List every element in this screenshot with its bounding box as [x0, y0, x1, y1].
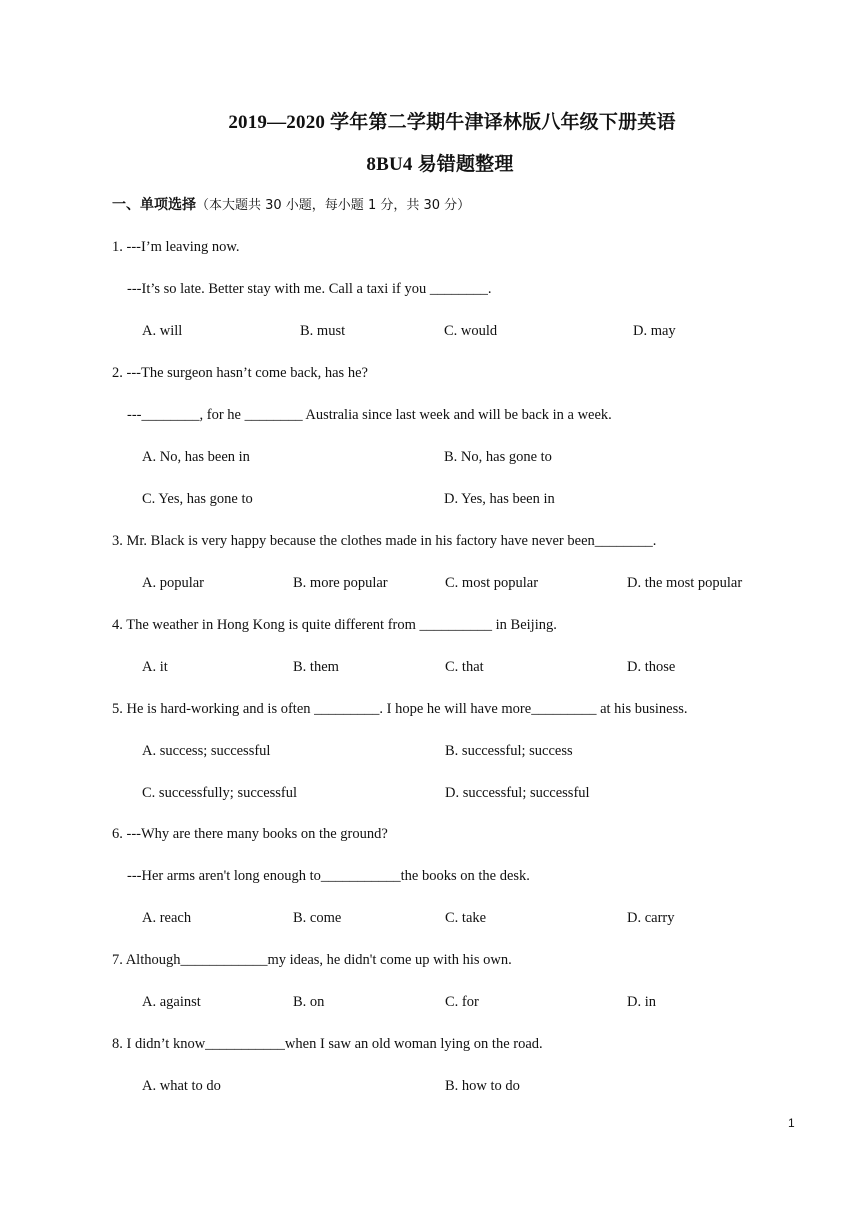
q7-option-a: A. against: [142, 994, 201, 1010]
q8-option-a: A. what to do: [142, 1078, 221, 1094]
q4-option-a: A. it: [142, 659, 168, 675]
question-2-stem: 2. ---The surgeon hasn’t come back, has he?: [112, 365, 368, 381]
section-label: 一、单项选择: [112, 197, 196, 213]
q3-option-b: B. more popular: [293, 575, 388, 591]
question-8-stem: 8. I didn’t know___________when I saw an old woman lying on the road.: [112, 1036, 543, 1052]
question-5-stem: 5. He is hard-working and is often _________. I hope he will have more_________ at his business.: [112, 701, 688, 717]
q4-option-c: C. that: [445, 659, 484, 675]
page-subtitle: 8BU4 易错题整理: [366, 154, 514, 175]
q2-option-b: B. No, has gone to: [444, 449, 552, 465]
q2-option-c: C. Yes, has gone to: [142, 491, 253, 507]
q5-option-c: C. successfully; successful: [142, 785, 298, 801]
page-title: 2019—2020 学年第二学期牛津译林版八年级下册英语: [228, 112, 676, 133]
q2-option-a: A. No, has been in: [142, 449, 250, 465]
q6-option-a: A. reach: [142, 910, 192, 926]
q1-option-c: C. would: [444, 323, 498, 339]
question-7-stem: 7. Although____________my ideas, he didn't come up with his own.: [112, 952, 512, 968]
page-number: 1: [788, 1116, 795, 1130]
q4-option-d: D. those: [627, 659, 676, 675]
section-heading: [112, 196, 470, 215]
q6-option-c: C. take: [445, 910, 487, 926]
q1-option-b: B. must: [300, 323, 346, 339]
q1-option-d: D. may: [633, 323, 676, 339]
q6-option-b: B. come: [293, 910, 342, 926]
q5-option-d: D. successful; successful: [445, 785, 590, 801]
question-1-stem: 1. ---I’m leaving now.: [112, 239, 240, 255]
q5-option-b: B. successful; success: [445, 743, 573, 759]
q6-option-d: D. carry: [627, 910, 675, 926]
question-2-line-2: ---________, for he ________ Australia since last week and will be back in a week.: [127, 407, 612, 423]
q7-option-c: C. for: [445, 994, 479, 1010]
q3-option-d: D. the most popular: [627, 575, 743, 591]
q3-option-a: A. popular: [142, 575, 205, 591]
question-1-line-2: ---It’s so late. Better stay with me. Call a taxi if you ________.: [127, 281, 492, 297]
question-6-stem: 6. ---Why are there many books on the ground?: [112, 826, 388, 842]
q5-option-a: A. success; successful: [142, 743, 271, 759]
q1-option-a: A. will: [142, 323, 183, 339]
question-4-stem: 4. The weather in Hong Kong is quite different from __________ in Beijing.: [112, 617, 557, 633]
q8-option-b: B. how to do: [445, 1078, 520, 1094]
question-3-stem: 3. Mr. Black is very happy because the clothes made in his factory have never been________.: [112, 533, 657, 549]
q7-option-b: B. on: [293, 994, 325, 1010]
q4-option-b: B. them: [293, 659, 339, 675]
q2-option-d: D. Yes, has been in: [444, 491, 555, 507]
q7-option-d: D. in: [627, 994, 656, 1010]
question-6-line-2: ---Her arms aren't long enough to___________the books on the desk.: [127, 868, 530, 884]
section-note: （本大题共 30 小题，每小题 1 分，共 30 分）: [196, 198, 471, 213]
q3-option-c: C. most popular: [445, 575, 539, 591]
